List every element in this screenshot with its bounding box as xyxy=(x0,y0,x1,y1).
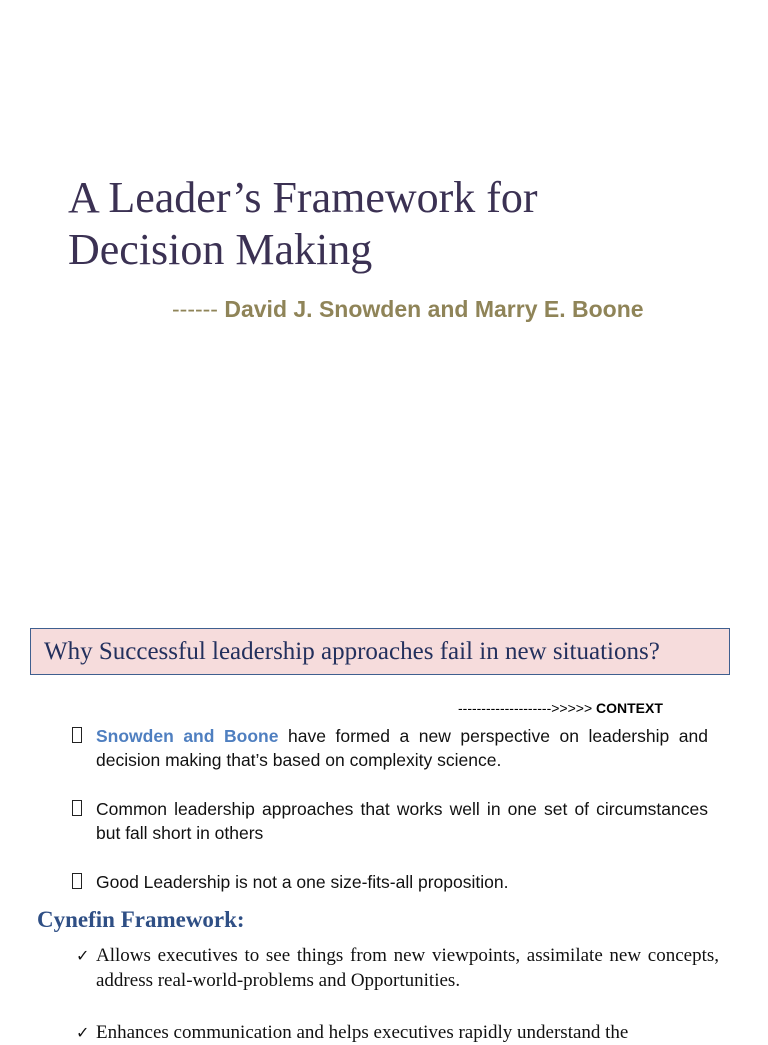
bullet-item xyxy=(72,797,708,845)
question-box xyxy=(30,628,730,675)
bullet-highlight: Snowden and Boone xyxy=(96,726,279,746)
authors-line xyxy=(172,296,644,323)
context-arrow: -------------------->>>>> xyxy=(458,700,593,716)
framework-point-text: Enhances communication and helps executives rapidly understand the xyxy=(96,1022,629,1043)
authors-dashes: ------ xyxy=(172,296,218,322)
bullet-text: Good Leadership is not a one size-fits-all proposition. xyxy=(96,872,509,892)
bullet-list xyxy=(72,724,708,894)
bullet-item xyxy=(72,724,708,772)
framework-point xyxy=(76,943,719,993)
question-text: Why Successful leadership approaches fail in new situations? xyxy=(44,638,660,665)
context-indicator xyxy=(458,700,663,716)
bullet-item xyxy=(72,870,708,894)
bullet-text: Common leadership approaches that works well in one set of circumstances but fall short in others xyxy=(96,799,708,843)
bullet-box-icon xyxy=(72,727,82,743)
context-label: CONTEXT xyxy=(596,700,663,716)
checkmark-icon: ✓ xyxy=(76,1023,90,1042)
framework-point xyxy=(76,1020,719,1045)
title-line-2: Decision Making xyxy=(68,225,373,274)
bullet-text: have formed a new perspective on leadership and decision making that’s based on complexity science. xyxy=(96,726,708,770)
checkmark-icon: ✓ xyxy=(76,946,90,965)
bullet-box-icon xyxy=(72,873,82,889)
framework-heading: Cynefin Framework: xyxy=(37,907,245,932)
framework-point-text: Allows executives to see things from new viewpoints, assimilate new concepts, address real-world-problems and Opportunities. xyxy=(96,945,719,991)
bullet-box-icon xyxy=(72,800,82,816)
framework-points xyxy=(76,943,719,1045)
authors-names: David J. Snowden and Marry E. Boone xyxy=(224,296,644,322)
slide-title xyxy=(68,172,628,276)
title-line-1: A Leader’s Framework for xyxy=(68,173,538,222)
